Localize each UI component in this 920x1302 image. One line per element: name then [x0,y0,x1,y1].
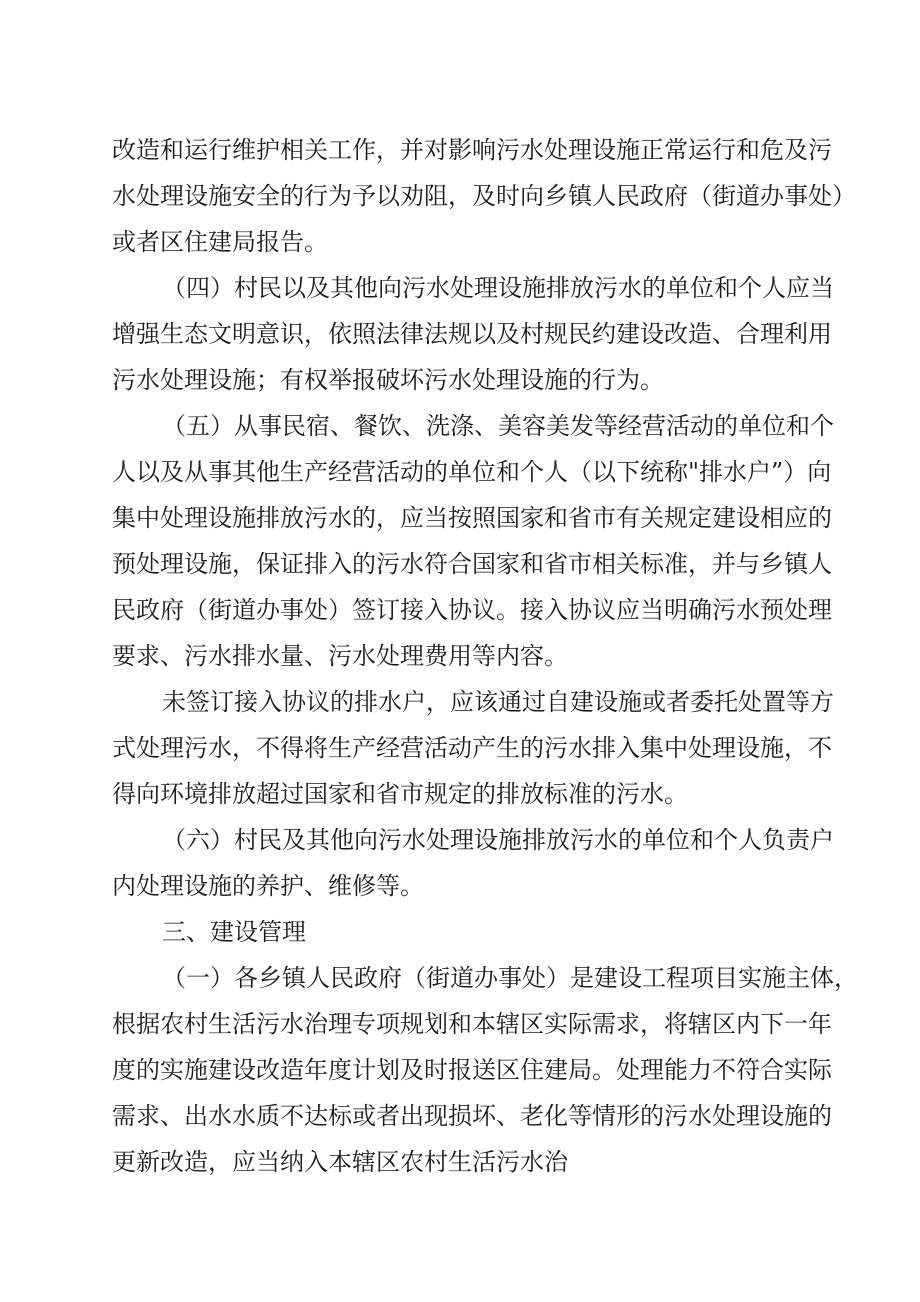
text-line: 民政府（街道办事处）签订接入协议。接入协议应当明确污水预处理 [112,596,832,624]
paragraph-first-line: （五）从事民宿、餐饮、洗涤、美容美发等经营活动的单位和个 [162,412,834,440]
paragraph-first-line: （六）村民及其他向污水处理设施排放污水的单位和个人负责户 [162,826,834,854]
text-line: 式处理污水，不得将生产经营活动产生的污水排入集中处理设施，不 [112,734,832,762]
text-line: 改造和运行维护相关工作，并对影响污水处理设施正常运行和危及污 [112,136,832,164]
text-line: 预处理设施，保证排入的污水符合国家和省市相关标准，并与乡镇人 [112,550,832,578]
text-line: 水处理设施安全的行为予以劝阻，及时向乡镇人民政府（街道办事处） [112,182,856,210]
text-line: 根据农村生活污水治理专项规划和本辖区实际需求，将辖区内下一年 [112,1010,832,1038]
text-line: 增强生态文明意识，依照法律法规以及村规民约建设改造、合理利用 [112,320,832,348]
text-line: 要求、污水排水量、污水处理费用等内容。 [112,642,568,670]
text-line: 污水处理设施；有权举报破坏污水处理设施的行为。 [112,366,664,394]
paragraph-first-line: 未签订接入协议的排水户，应该通过自建设施或者委托处置等方 [162,688,834,716]
paragraph-first-line: （四）村民以及其他向污水处理设施排放污水的单位和个人应当 [162,274,834,302]
text-line: 得向环境排放超过国家和省市规定的排放标准的污水。 [112,780,688,808]
section-heading: 三、建设管理 [162,918,306,946]
text-line: 内处理设施的养护、维修等。 [112,872,424,900]
text-line: 人以及从事其他生产经营活动的单位和个人（以下统称"排水户”）向 [112,458,832,486]
text-line: 度的实施建设改造年度计划及时报送区住建局。处理能力不符合实际 [112,1056,832,1084]
text-line: 需求、出水水质不达标或者出现损坏、老化等情形的污水处理设施的 [112,1102,832,1130]
text-line: 更新改造，应当纳入本辖区农村生活污水治 [112,1148,568,1176]
document-body [112,127,858,1185]
text-line: 集中处理设施排放污水的，应当按照国家和省市有关规定建设相应的 [112,504,832,532]
text-line: 或者区住建局报告。 [112,228,328,256]
paragraph-first-line: （一）各乡镇人民政府（街道办事处）是建设工程项目实施主体， [162,964,858,992]
